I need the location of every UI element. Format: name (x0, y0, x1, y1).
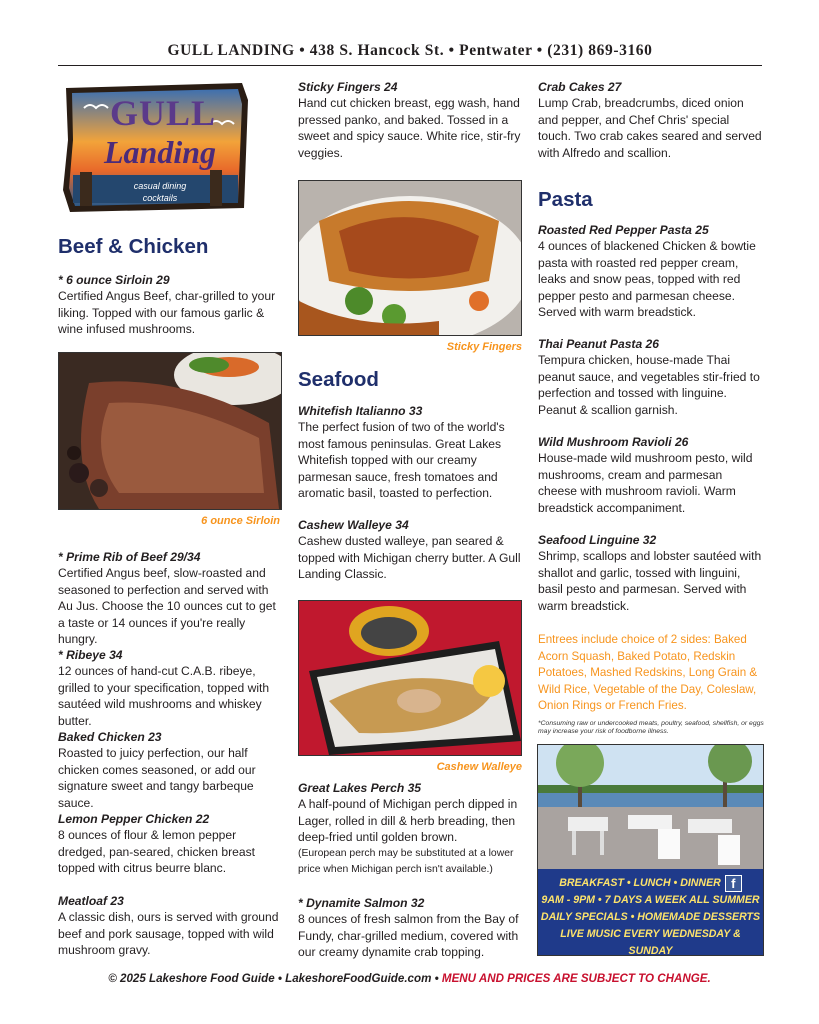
item-description: Roasted to juicy perfection, our half chicken comes seasoned, or add our signature sweet and tangy barbeque sauce. (58, 746, 256, 810)
item-description: Tempura chicken, house-made Thai peanut sauce, and vegetables stir-fried to perfection and tossed with linguine. Peanut & scallion garnish. (538, 353, 760, 417)
item-description: Hand cut chicken breast, egg wash, hand pressed panko, and baked. Tossed in a sweet and spicy sauce. White rice, stir-fry veggies. (298, 96, 521, 160)
item-description: A half-pound of Michigan perch dipped in Lager, rolled in dill & herb breading, then deep-fried until golden brown. (298, 797, 518, 845)
menu-item (298, 403, 522, 501)
promo-banner (538, 869, 763, 955)
menu-item (538, 336, 764, 418)
section-heading-pasta: Pasta (538, 188, 593, 211)
item-note: (European perch may be substituted at a lower price when Michigan perch isn't available.) (298, 847, 514, 875)
gull-landing-logo (60, 80, 250, 215)
item-name: Whitefish Italianno 33 (298, 404, 423, 418)
sirloin-photo (58, 352, 282, 510)
menu-item (58, 811, 282, 877)
item-description: 12 ounces of hand-cut C.A.B. ribeye, grilled to your specification, topped with sautéed wild mushrooms and whiskey butter. (58, 664, 270, 728)
footer-copyright: © 2025 Lakeshore Food Guide • LakeshoreFoodGuide.com • (108, 972, 439, 985)
header-rule (58, 65, 762, 66)
section-heading-seafood: Seafood (298, 368, 379, 391)
item-name: Roasted Red Pepper Pasta 25 (538, 223, 709, 237)
menu-item (538, 434, 764, 516)
section-heading-beef-chicken: Beef & Chicken (58, 235, 209, 258)
menu-item (58, 893, 282, 959)
item-description: Shrimp, scallops and lobster sautéed with shallot and garlic, tossed with linguini, basil pesto and parmesan. Served with warm breadstick. (538, 549, 762, 613)
cashew-walleye-photo (298, 600, 522, 756)
photo-caption: Cashew Walleye (436, 761, 522, 773)
sticky-fingers-photo (298, 180, 522, 336)
food-safety-disclaimer: *Consuming raw or undercooked meats, poultry, seafood, shellfish, or eggs may increase your risk of foodborne illness. (538, 720, 764, 736)
patio-photo (538, 745, 763, 869)
item-description: 8 ounces of fresh salmon from the Bay of Fundy, char-grilled medium, covered with our creamy dynamite crab topping. (298, 912, 519, 960)
facebook-icon[interactable]: f (725, 875, 742, 892)
photo-caption: 6 ounce Sirloin (201, 515, 280, 527)
item-description: Lump Crab, breadcrumbs, diced onion and pepper, and Chef Chris' special touch. Two crab cakes seared and served with Alfredo and scallion. (538, 96, 762, 160)
item-description: Cashew dusted walleye, pan seared & topped with Michigan cherry butter. A Gull Landing Classic. (298, 534, 521, 582)
item-description: 4 ounces of blackened Chicken & bowtie pasta with roasted red pepper cream, leaks and snow peas, topped with red pepper pesto and parmesan cheese. Served with warm breadstick. (538, 239, 756, 320)
menu-item (298, 895, 522, 961)
menu-item (58, 272, 280, 338)
footer (0, 972, 819, 985)
menu-item (298, 79, 522, 161)
menu-item (538, 79, 764, 161)
footer-price-notice: MENU AND PRICES ARE SUBJECT TO CHANGE. (441, 972, 711, 985)
item-name: Cashew Walleye 34 (298, 518, 409, 532)
item-name: * 6 ounce Sirloin 29 (58, 273, 170, 287)
promo-live-music: LIVE MUSIC EVERY WEDNESDAY & SUNDAY (560, 928, 741, 956)
menu-item (58, 647, 282, 729)
item-name: Lemon Pepper Chicken 22 (58, 812, 210, 826)
item-name: Baked Chicken 23 (58, 730, 162, 744)
item-name: Thai Peanut Pasta 26 (538, 337, 659, 351)
menu-item (298, 517, 522, 583)
item-description: 8 ounces of flour & lemon pepper dredged, pan-seared, chicken breast topped with citrus beurre blanc. (58, 828, 255, 876)
logo-title: GULL (110, 93, 217, 133)
item-name: Seafood Linguine 32 (538, 533, 657, 547)
logo-subtitle: Landing (103, 134, 217, 170)
logo-tagline-2: cocktails (142, 193, 178, 203)
promo-box (537, 744, 764, 956)
item-name: Great Lakes Perch 35 (298, 781, 422, 795)
item-description: A classic dish, ours is served with ground beef and pork sausage, topped with wild mushroom gravy. (58, 910, 279, 958)
item-name: * Dynamite Salmon 32 (298, 896, 425, 910)
item-name: Wild Mushroom Ravioli 26 (538, 435, 689, 449)
menu-item (298, 780, 522, 878)
menu-item (58, 729, 282, 811)
item-description: House-made wild mushroom pesto, wild mushrooms, cream and parmesan cheese with mushroom ravioli. Warm breadstick accompaniment. (538, 451, 753, 515)
menu-item (58, 549, 282, 647)
item-description: Certified Angus beef, slow-roasted and seasoned to perfection and served with Au Jus. Choose the 10 ounces cut to get a taste or 14 ounces if you're really hungry. (58, 566, 276, 647)
item-name: Crab Cakes 27 (538, 80, 622, 94)
restaurant-header: GULL LANDING • 438 S. Hancock St. • Pentwater • (231) 869-3160 (167, 42, 653, 59)
logo-tagline-1: casual dining (133, 181, 187, 191)
item-name: * Prime Rib of Beef 29/34 (58, 550, 201, 564)
promo-hours-meals: BREAKFAST • LUNCH • DINNER (559, 877, 721, 889)
sides-note: Entrees include choice of 2 sides: Baked Acorn Squash, Baked Potato, Redskin Potatoes, Mashed Redskins, Long Grain & Wild Rice, Vegetable of the Day, Coleslaw, Onion Rings or French Fries. (538, 633, 758, 713)
item-name: * Ribeye 34 (58, 648, 123, 662)
item-name: Meatloaf 23 (58, 894, 124, 908)
menu-item (538, 532, 764, 614)
promo-specials: DAILY SPECIALS • HOMEMADE DESSERTS (540, 911, 761, 923)
item-name: Sticky Fingers 24 (298, 80, 398, 94)
photo-caption: Sticky Fingers (446, 341, 522, 353)
promo-hours: 9AM - 9PM • 7 DAYS A WEEK ALL SUMMER (541, 894, 760, 906)
menu-item (538, 222, 764, 320)
item-description: The perfect fusion of two of the world's most famous peninsulas. Great Lakes Whitefish topped with our creamy parmesan sauce, fresh tomatoes and aromatic basil, toasted to perfection. (298, 420, 505, 501)
item-description: Certified Angus Beef, char-grilled to your liking. Topped with our famous garlic & wine infused mushrooms. (58, 289, 276, 337)
